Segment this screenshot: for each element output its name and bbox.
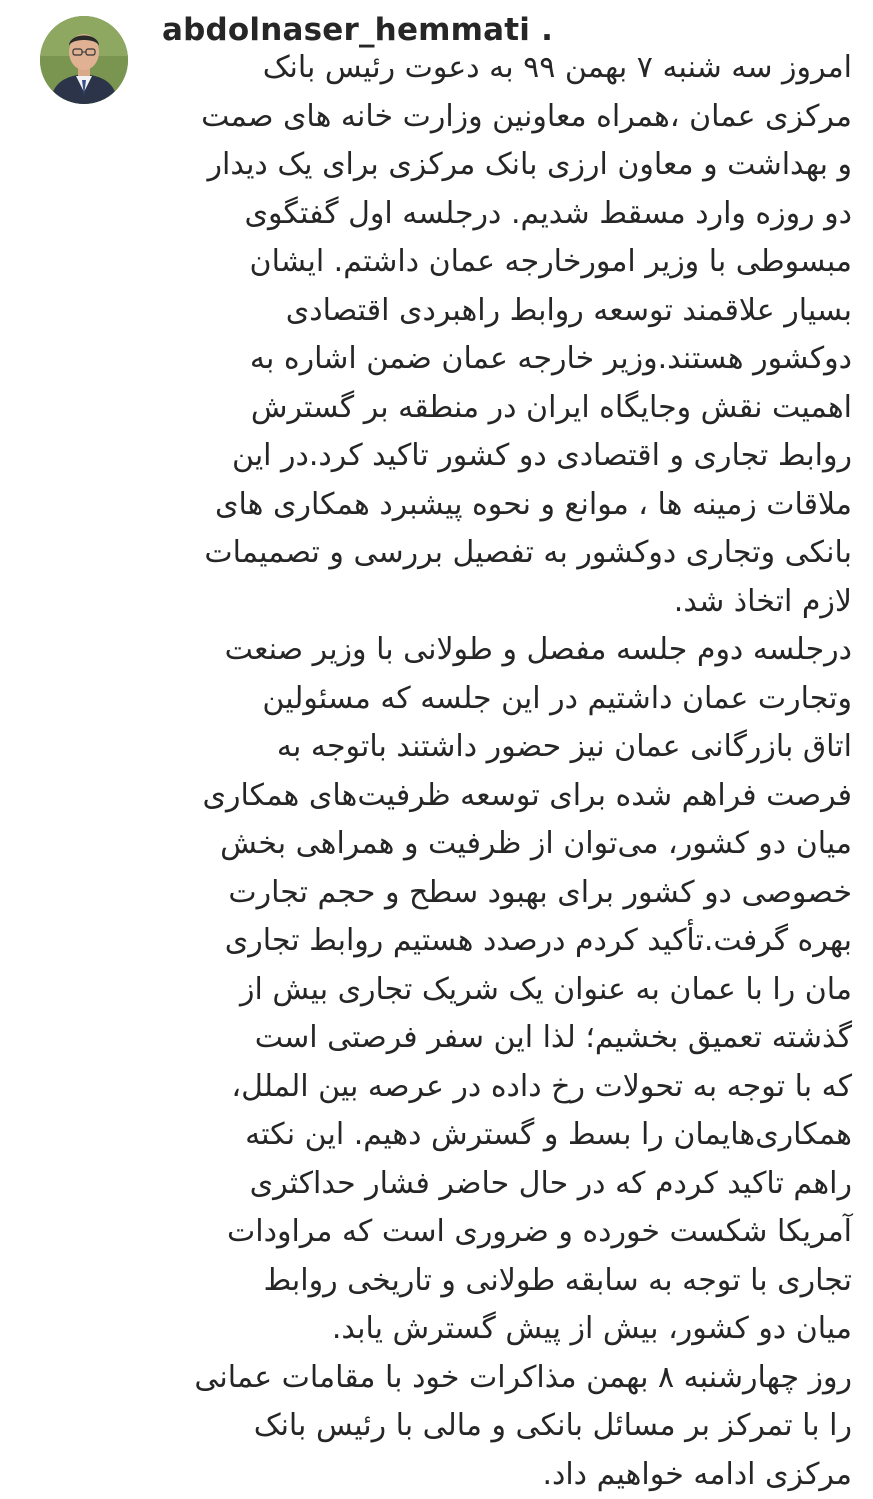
post-caption xyxy=(150,44,852,1499)
caption-line: بسیار علاقمند توسعه روابط راهبردی اقتصادی xyxy=(150,287,852,336)
caption-line: بهره گرفت.تأکید کردم درصدد هستیم روابط تجاری xyxy=(150,917,852,966)
caption-line: تجاری با توجه به سابقه طولانی و تاریخی روابط xyxy=(150,1257,852,1306)
caption-line: را با تمرکز بر مسائل بانکی و مالی با رئیس بانک xyxy=(150,1402,852,1451)
caption-line: روابط تجاری و اقتصادی دو کشور تاکید کرد.در این xyxy=(150,432,852,481)
caption-line: فرصت فراهم شده برای توسعه ظرفیت‌های همکاری xyxy=(150,772,852,821)
caption-line: مان را با عمان به عنوان یک شریک تجاری بیش از xyxy=(150,966,852,1015)
caption-line: که با توجه به تحولات رخ داده در عرصه بین الملل، xyxy=(150,1063,852,1112)
caption-line: مرکزی ادامه خواهیم داد. xyxy=(150,1451,852,1499)
caption-line: دو روزه وارد مسقط شدیم. درجلسه اول گفتگوی xyxy=(150,190,852,239)
caption-line: درجلسه دوم جلسه مفصل و طولانی با وزیر صنعت xyxy=(150,626,852,675)
username[interactable]: abdolnaser_hemmati . xyxy=(162,12,553,48)
caption-line: مرکزی عمان ،همراه معاونین وزارت خانه های صمت xyxy=(150,93,852,142)
caption-line: اتاق بازرگانی عمان نیز حضور داشتند باتوجه به xyxy=(150,723,852,772)
caption-line: مبسوطی با وزیر امورخارجه عمان داشتم. ایشان xyxy=(150,238,852,287)
caption-line: خصوصی دو کشور برای بهبود سطح و حجم تجارت xyxy=(150,869,852,918)
caption-line: بانکی وتجاری دوکشور به تفصیل بررسی و تصمیمات xyxy=(150,529,852,578)
caption-line: وتجارت عمان داشتیم در این جلسه که مسئولین xyxy=(150,675,852,724)
caption-line: میان دو کشور، می‌توان از ظرفیت و همراهی بخش xyxy=(150,820,852,869)
caption-line: دوکشور هستند.وزیر خارجه عمان ضمن اشاره به xyxy=(150,335,852,384)
caption-line: اهمیت نقش وجایگاه ایران در منطقه بر گسترش xyxy=(150,384,852,433)
caption-line: روز چهارشنبه ۸ بهمن مذاکرات خود با مقامات عمانی xyxy=(150,1354,852,1403)
avatar[interactable] xyxy=(40,16,128,104)
caption-line: میان دو کشور، بیش از پیش گسترش یابد. xyxy=(150,1305,852,1354)
profile-photo-icon xyxy=(40,16,128,104)
caption-line: همکاری‌هایمان را بسط و گسترش دهیم. این نکته xyxy=(150,1111,852,1160)
caption-line: ملاقات زمینه ها ، موانع و نحوه پیشبرد همکاری های xyxy=(150,481,852,530)
caption-line: و بهداشت و معاون ارزی بانک مرکزی برای یک دیدار xyxy=(150,141,852,190)
caption-line: آمریکا شکست خورده و ضروری است که مراودات xyxy=(150,1208,852,1257)
caption-line: لازم اتخاذ شد. xyxy=(150,578,852,627)
caption-line: امروز سه شنبه ۷ بهمن ۹۹ به دعوت رئیس بانک xyxy=(150,44,852,93)
caption-line: راهم تاکید کردم که در حال حاضر فشار حداکثری xyxy=(150,1160,852,1209)
caption-line: گذشته تعمیق بخشیم؛ لذا این سفر فرصتی است xyxy=(150,1014,852,1063)
